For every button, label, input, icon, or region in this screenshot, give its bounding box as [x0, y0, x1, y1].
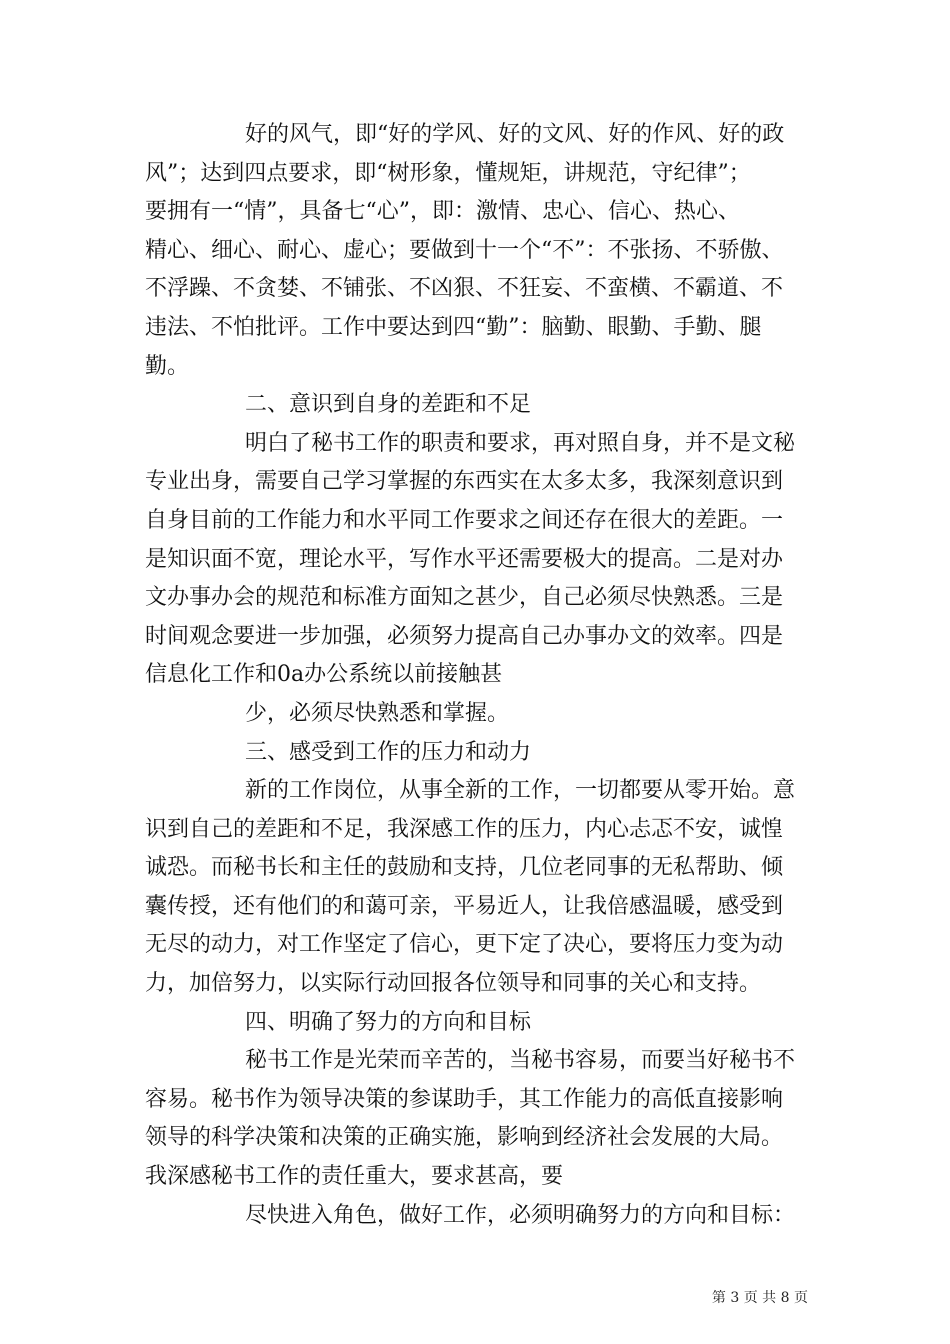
body-text-line: 我深感秘书工作的责任重大，要求甚高，要: [145, 1164, 564, 1190]
body-text-line: 好的风气，即“好的学风、好的文风、好的作风、好的政: [245, 122, 785, 147]
body-text-line: 尽快进入角色，做好工作，必须明确努力的方向和目标：: [245, 1202, 796, 1228]
body-text-line: 领导的科学决策和决策的正确实施，影响到经济社会发展的大局。: [145, 1125, 784, 1151]
body-text-line: 风”；达到四点要求，即“树形象，懂规矩，讲规范，守纪律”；: [145, 160, 751, 186]
body-text-line: 四、明确了努力的方向和目标: [245, 1009, 532, 1035]
body-text-line: 专业出身，需要自己学习掌握的东西实在太多太多，我深刻意识到: [145, 469, 784, 495]
body-text-line: 识到自己的差距和不足，我深感工作的压力，内心忐忑不安，诚惶: [145, 816, 784, 842]
body-text-line: 力，加倍努力，以实际行动回报各位领导和同事的关心和支持。: [145, 971, 762, 997]
page-number: 第 3 页 共 8 页: [711, 1290, 808, 1306]
body-text-line: 无尽的动力，对工作坚定了信心，更下定了决心，要将压力变为动: [145, 932, 784, 958]
body-text-line: 明白了秘书工作的职责和要求，再对照自身，并不是文秘: [245, 430, 796, 456]
body-text-line: 要拥有一“情”，具备七“心”，即：激情、忠心、信心、热心、: [145, 199, 740, 225]
body-text-line: 文办事办会的规范和标准方面知之甚少，自己必须尽快熟悉。三是: [145, 585, 784, 611]
body-text-line: 三、感受到工作的压力和动力: [245, 739, 532, 765]
body-text-line: 信息化工作和0a办公系统以前接触甚: [145, 662, 503, 688]
body-text-line: 少，必须尽快熟悉和掌握。: [245, 700, 510, 726]
body-text-line: 不浮躁、不贪婪、不铺张、不凶狠、不狂妄、不蛮横、不霸道、不: [145, 276, 784, 302]
body-text-line: 自身目前的工作能力和水平同工作要求之间还存在很大的差距。一: [145, 507, 784, 533]
body-text-line: 容易。秘书作为领导决策的参谋助手，其工作能力的高低直接影响: [145, 1086, 784, 1112]
body-text-line: 诚恐。而秘书长和主任的鼓励和支持，几位老同事的无私帮助、倾: [145, 855, 784, 881]
body-text-line: 新的工作岗位，从事全新的工作，一切都要从零开始。意: [245, 778, 796, 804]
body-text-line: 勤。: [145, 353, 190, 379]
document-body: [145, 116, 815, 1235]
body-text-line: 精心、细心、耐心、虚心；要做到十一个“不”：不张扬、不骄傲、: [145, 237, 784, 263]
body-text-line: 是知识面不宽，理论水平，写作水平还需要极大的提高。二是对办: [145, 546, 784, 572]
body-text-line: 时间观念要进一步加强，必须努力提高自己办事办文的效率。四是: [145, 623, 784, 649]
body-text-line: 违法、不怕批评。工作中要达到四“勤”：脑勤、眼勤、手勤、腿: [145, 314, 762, 340]
body-text-line: 二、意识到自身的差距和不足: [245, 392, 532, 418]
body-text-line: 囊传授，还有他们的和蔼可亲，平易近人，让我倍感温暖，感受到: [145, 893, 784, 919]
body-text-line: 秘书工作是光荣而辛苦的，当秘书容易，而要当好秘书不: [245, 1048, 796, 1074]
